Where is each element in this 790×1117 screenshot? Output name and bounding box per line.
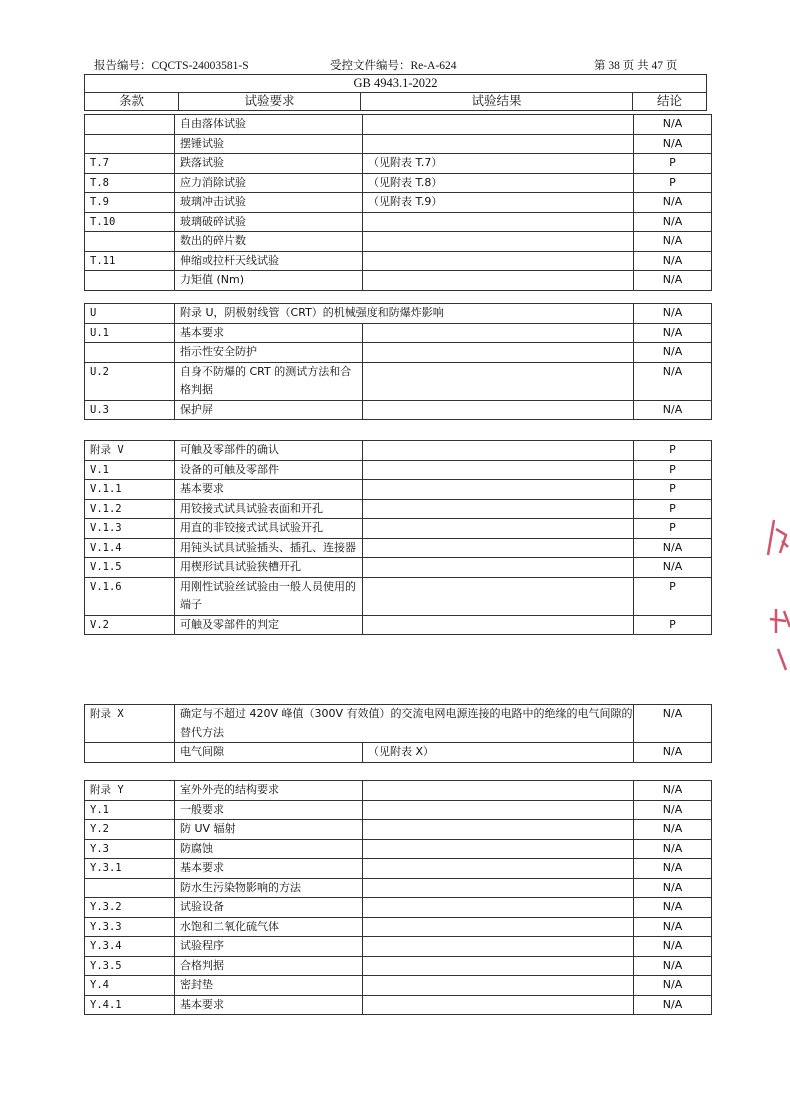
clause-cell: V.1.4 [85, 538, 175, 558]
verdict-cell: N/A [634, 878, 712, 898]
page-number: 第 38 页 共 47 页 [594, 60, 678, 72]
clause-cell: Y.3.5 [85, 956, 175, 976]
requirement-cell: 玻璃冲击试验 [175, 193, 363, 213]
stamp-icon [760, 515, 790, 675]
page-header [84, 57, 706, 73]
clause-cell: Y.3 [85, 839, 175, 859]
verdict-cell: N/A [634, 538, 712, 558]
table-row [85, 193, 712, 213]
result-cell [363, 480, 634, 500]
requirement-cell: 用刚性试验丝试验由一般人员使用的端子 [175, 577, 363, 615]
control-number: 受控文件编号：Re-A-624 [330, 60, 457, 72]
requirement-cell: 伸缩或拉杆天线试验 [175, 251, 363, 271]
requirement-cell: 基本要求 [175, 480, 363, 500]
table-row [85, 343, 712, 363]
table-row [85, 441, 712, 461]
requirement-cell: 用直的非铰接式试具试验开孔 [175, 519, 363, 539]
result-cell: （见附表 T.8） [363, 173, 634, 193]
clause-cell: U.1 [85, 323, 175, 343]
report-number: 报告编号：CQCTS-24003581-S [94, 60, 249, 72]
result-cell [363, 577, 634, 615]
table-row [85, 271, 712, 291]
result-cell [363, 362, 634, 400]
table-row [85, 878, 712, 898]
result-cell [363, 343, 634, 363]
section-table [84, 704, 712, 763]
requirement-cell: 自身不防爆的 CRT 的测试方法和合格判据 [175, 362, 363, 400]
table-row [85, 173, 712, 193]
table-row [85, 615, 712, 635]
result-cell [363, 115, 634, 135]
verdict-cell: P [634, 577, 712, 615]
table-row [85, 212, 712, 232]
verdict-cell: P [634, 480, 712, 500]
table-row [85, 154, 712, 174]
clause-cell: V.1.5 [85, 558, 175, 578]
clause-cell [85, 232, 175, 252]
clause-cell: V.1.6 [85, 577, 175, 615]
clause-cell: T.7 [85, 154, 175, 174]
clause-cell: V.1.3 [85, 519, 175, 539]
result-cell [363, 212, 634, 232]
requirement-cell: 基本要求 [175, 323, 363, 343]
verdict-cell: N/A [634, 781, 712, 801]
result-cell [363, 898, 634, 918]
verdict-cell: N/A [634, 859, 712, 879]
requirement-cell: 试验程序 [175, 937, 363, 957]
table-row [85, 956, 712, 976]
verdict-cell: N/A [634, 134, 712, 154]
verdict-cell: N/A [634, 400, 712, 420]
result-cell [363, 323, 634, 343]
table-row [85, 898, 712, 918]
verdict-cell: N/A [634, 304, 712, 324]
verdict-cell: P [634, 519, 712, 539]
table-row [85, 820, 712, 840]
verdict-cell: N/A [634, 705, 712, 743]
table-row [85, 134, 712, 154]
result-cell [363, 558, 634, 578]
verdict-cell: N/A [634, 956, 712, 976]
requirement-cell: 室外外壳的结构要求 [175, 781, 363, 801]
verdict-cell: N/A [634, 193, 712, 213]
table-row [85, 995, 712, 1015]
result-cell [363, 232, 634, 252]
clause-cell: Y.3.3 [85, 917, 175, 937]
clause-cell: V.1.2 [85, 499, 175, 519]
verdict-cell: N/A [634, 839, 712, 859]
result-cell [363, 538, 634, 558]
requirement-cell: 附录 U，阴极射线管（CRT）的机械强度和防爆炸影响 [175, 304, 634, 324]
result-cell [363, 519, 634, 539]
requirement-cell: 防腐蚀 [175, 839, 363, 859]
result-cell: （见附表 X） [363, 743, 634, 763]
table-row [85, 251, 712, 271]
verdict-cell: N/A [634, 558, 712, 578]
verdict-cell: N/A [634, 212, 712, 232]
table-row [85, 781, 712, 801]
standard-title: GB 4943.1-2022 [85, 75, 707, 93]
verdict-cell: N/A [634, 251, 712, 271]
verdict-cell: N/A [634, 937, 712, 957]
requirement-cell: 数出的碎片数 [175, 232, 363, 252]
clause-cell: U.2 [85, 362, 175, 400]
verdict-cell: N/A [634, 115, 712, 135]
clause-cell: Y.3.2 [85, 898, 175, 918]
section-table [84, 440, 712, 635]
verdict-cell: N/A [634, 323, 712, 343]
table-row [85, 800, 712, 820]
clause-cell: 附录 V [85, 441, 175, 461]
clause-cell [85, 343, 175, 363]
clause-cell: T.9 [85, 193, 175, 213]
clause-cell: U [85, 304, 175, 324]
result-cell: （见附表 T.9） [363, 193, 634, 213]
clause-cell: 附录 Y [85, 781, 175, 801]
table-row [85, 400, 712, 420]
clause-cell: Y.4 [85, 976, 175, 996]
table-row [85, 705, 712, 743]
clause-cell: T.8 [85, 173, 175, 193]
table-row [85, 460, 712, 480]
requirement-cell: 用楔形试具试验狭槽开孔 [175, 558, 363, 578]
result-cell [363, 937, 634, 957]
result-cell [363, 134, 634, 154]
clause-cell: 附录 X [85, 705, 175, 743]
requirement-cell: 用铰接式试具试验表面和开孔 [175, 499, 363, 519]
verdict-cell: N/A [634, 343, 712, 363]
clause-cell: V.1 [85, 460, 175, 480]
result-cell [363, 800, 634, 820]
requirement-cell: 防水生污染物影响的方法 [175, 878, 363, 898]
requirement-cell: 电气间隙 [175, 743, 363, 763]
requirement-cell: 一般要求 [175, 800, 363, 820]
requirement-cell: 合格判据 [175, 956, 363, 976]
table-row [85, 577, 712, 615]
clause-cell: T.10 [85, 212, 175, 232]
result-cell [363, 839, 634, 859]
table-row [85, 937, 712, 957]
requirement-cell: 玻璃破碎试验 [175, 212, 363, 232]
result-cell [363, 615, 634, 635]
table-row [85, 839, 712, 859]
clause-cell: Y.3.1 [85, 859, 175, 879]
result-cell [363, 878, 634, 898]
clause-cell [85, 743, 175, 763]
clause-cell: Y.1 [85, 800, 175, 820]
requirement-cell: 指示性安全防护 [175, 343, 363, 363]
verdict-cell: P [634, 499, 712, 519]
result-cell [363, 820, 634, 840]
requirement-cell: 保护屏 [175, 400, 363, 420]
table-row [85, 538, 712, 558]
requirement-cell: 密封垫 [175, 976, 363, 996]
verdict-cell: P [634, 173, 712, 193]
result-cell [363, 460, 634, 480]
clause-cell [85, 878, 175, 898]
clause-cell [85, 134, 175, 154]
section-table [84, 114, 712, 291]
verdict-cell: N/A [634, 995, 712, 1015]
section-table [84, 780, 712, 1015]
clause-cell [85, 271, 175, 291]
section-table [84, 303, 712, 420]
standard-header-table [84, 74, 707, 111]
requirement-cell: 试验设备 [175, 898, 363, 918]
table-row [85, 304, 712, 324]
requirement-cell: 跌落试验 [175, 154, 363, 174]
clause-cell: V.2 [85, 615, 175, 635]
result-cell [363, 995, 634, 1015]
verdict-cell: P [634, 460, 712, 480]
result-cell [363, 859, 634, 879]
verdict-cell: N/A [634, 800, 712, 820]
requirement-cell: 摆锤试验 [175, 134, 363, 154]
table-row [85, 232, 712, 252]
table-row [85, 323, 712, 343]
col-header-result: 试验结果 [361, 93, 633, 111]
result-cell [363, 251, 634, 271]
verdict-cell: N/A [634, 820, 712, 840]
table-row [85, 362, 712, 400]
verdict-cell: N/A [634, 743, 712, 763]
verdict-cell: P [634, 441, 712, 461]
verdict-cell: N/A [634, 898, 712, 918]
requirement-cell: 基本要求 [175, 859, 363, 879]
verdict-cell: N/A [634, 271, 712, 291]
requirement-cell: 力矩值 (Nm) [175, 271, 363, 291]
result-cell [363, 917, 634, 937]
requirement-cell: 可触及零部件的确认 [175, 441, 363, 461]
result-cell [363, 976, 634, 996]
verdict-cell: N/A [634, 362, 712, 400]
table-row [85, 859, 712, 879]
result-cell: （见附表 T.7） [363, 154, 634, 174]
result-cell [363, 781, 634, 801]
result-cell [363, 441, 634, 461]
clause-cell [85, 115, 175, 135]
verdict-cell: P [634, 615, 712, 635]
clause-cell: Y.4.1 [85, 995, 175, 1015]
verdict-cell: N/A [634, 976, 712, 996]
col-header-requirement: 试验要求 [179, 93, 361, 111]
requirement-cell: 应力消除试验 [175, 173, 363, 193]
table-row [85, 480, 712, 500]
clause-cell: U.3 [85, 400, 175, 420]
clause-cell: Y.2 [85, 820, 175, 840]
result-cell [363, 499, 634, 519]
clause-cell: T.11 [85, 251, 175, 271]
result-cell [363, 400, 634, 420]
col-header-verdict: 结论 [633, 93, 707, 111]
table-row [85, 558, 712, 578]
result-cell [363, 956, 634, 976]
verdict-cell: N/A [634, 232, 712, 252]
requirement-cell: 基本要求 [175, 995, 363, 1015]
requirement-cell: 用钝头试具试验插头、插孔、连接器 [175, 538, 363, 558]
col-header-clause: 条款 [85, 93, 179, 111]
requirement-cell: 设备的可触及零部件 [175, 460, 363, 480]
requirement-cell: 自由落体试验 [175, 115, 363, 135]
clause-cell: V.1.1 [85, 480, 175, 500]
table-row [85, 917, 712, 937]
clause-cell: Y.3.4 [85, 937, 175, 957]
table-row [85, 976, 712, 996]
table-row [85, 519, 712, 539]
table-row [85, 743, 712, 763]
requirement-cell: 可触及零部件的判定 [175, 615, 363, 635]
result-cell [363, 271, 634, 291]
requirement-cell: 防 UV 辐射 [175, 820, 363, 840]
table-row [85, 115, 712, 135]
verdict-cell: N/A [634, 917, 712, 937]
requirement-cell: 水饱和二氧化硫气体 [175, 917, 363, 937]
requirement-cell: 确定与不超过 420V 峰值（300V 有效值）的交流电网电源连接的电路中的绝缘的电气间隙的替代方法 [175, 705, 634, 743]
table-row [85, 499, 712, 519]
verdict-cell: P [634, 154, 712, 174]
